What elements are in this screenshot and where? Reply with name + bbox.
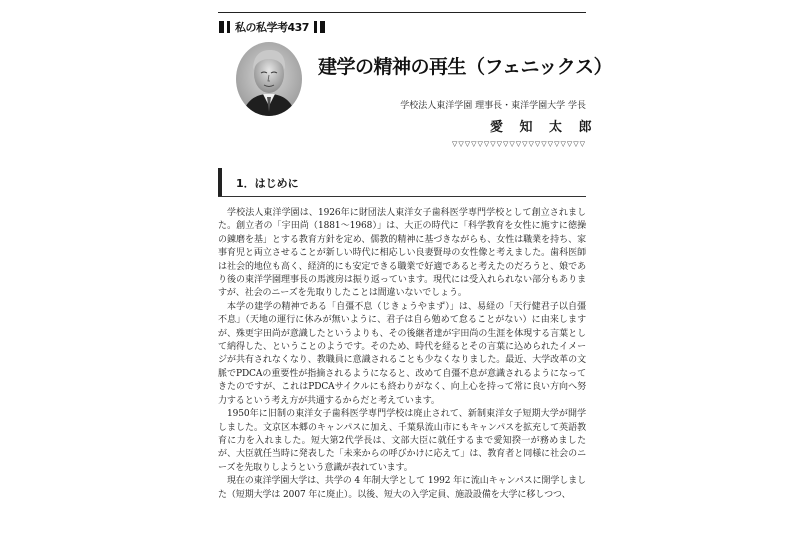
paragraph: 本学の建学の精神である「自彊不息（じきょうやまず）」は、易経の「天行健君子以自彊不息」（天地の運行に休みが無いように、君子は自ら勉めて怠ることがない）に由来しますが、殊更宇田尚が意識したというよりも、その後継者達が宇田尚の生涯を体現する言葉として納得した、ということのようです。そのため、時代を経るとその言葉に込められたイメージが共有されなくなり、教職員に意識されることも少なくなりました。最近、大学改革の文脈でPDCAの重要性が指摘されるようになると、改めて自彊不息が意識されるようになってきたのですが、これはPDCAサイクルにも終わりがなく、向上心を持って常に良い方向へ努力するという考え方が共通するからだと考えています。	[218, 301, 586, 406]
paragraph: 1950年に旧制の東洋女子歯科医学専門学校は廃止されて、新制東洋女子短期大学が開学しました。文京区本郷のキャンパスに加え、千葉県流山市にもキャンパスを拡充して英語教育に力を入れました。短大第2代学長は、文部大臣に就任するまで愛知揆一が務めましたが、大臣就任当時に発表した「未来からの呼びかけに応えて」は、教育者と同様に社会のニーズを先取りしようという意識が表れています。	[218, 409, 586, 473]
series-marker-left-small	[227, 21, 230, 33]
series-marker-right-small	[314, 21, 317, 33]
series-label-text: 私の私学考437	[235, 21, 309, 34]
decorative-triangle-row: ▽▽▽▽▽▽▽▽▽▽▽▽▽▽▽▽▽▽▽▽▽	[451, 140, 586, 148]
top-rule	[218, 12, 586, 13]
author-affiliation: 学校法人東洋学園 理事長・東洋学園大学 学長	[400, 101, 586, 111]
paragraph: 学校法人東洋学園は、1926年に財団法人東洋女子歯科医学専門学校として創立されました。創立者の「宇田尚（1881〜1968）」は、大正の時代に「科学教育を女性に施すに徳操の錬磨を基」とする教育方針を定め、儒教的精神に基づきながらも、女性は職業を持ち、家事育児と両立させることが新しい時代に相応しい良妻賢母の女性像と考えました。歯科医師は社会的地位も高く、経済的にも安定できる職業で好適であると考えたのだろうと、娘であり後の東洋学園理事長の馬渡房は振り返っています。現代には受入れられない部分もありますが、社会のニーズを先取りしたことは間違いないでしょう。	[218, 208, 586, 299]
article-body	[218, 207, 586, 502]
author-portrait-image	[236, 42, 302, 116]
series-marker-right	[320, 21, 325, 33]
section-heading-label: 1．はじめに	[236, 177, 299, 190]
author-portrait	[236, 42, 302, 116]
paragraph: 現在の東洋学園大学は、共学の 4 年制大学として 1992 年に流山キャンパスに開学しました（短期大学は 2007 年に廃止）。以後、短大の入学定員、施設設備を大学に移しつつ、	[218, 476, 586, 500]
article-title: 建学の精神の再生（フェニックス）	[318, 56, 613, 78]
author-name: 愛 知 太 郎	[490, 120, 598, 135]
series-marker-left	[219, 21, 224, 33]
series-label	[219, 19, 333, 35]
section-heading	[218, 168, 586, 197]
section-heading-bar	[218, 168, 222, 196]
